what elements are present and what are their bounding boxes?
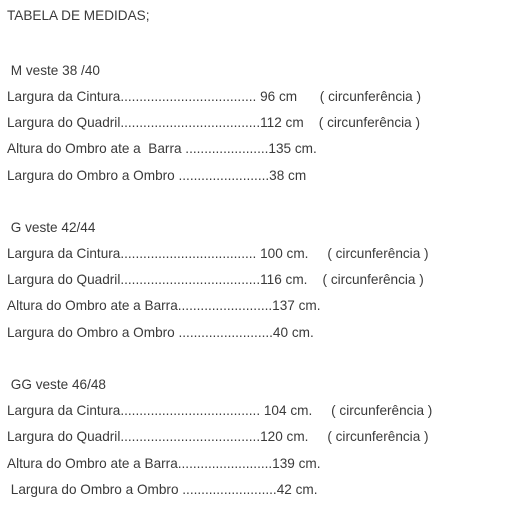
- measurement-row: Largura do Quadril.....................................120 cm. ( circunferência ): [7, 429, 429, 444]
- measurement-row: Altura do Ombro ate a Barra.........................137 cm.: [7, 298, 321, 313]
- page-title: TABELA DE MEDIDAS;: [7, 8, 150, 23]
- measurement-row: Largura da Cintura.................................... 100 cm. ( circunferência ): [7, 246, 429, 261]
- measurement-row: Largura do Quadril.....................................116 cm. ( circunferência ): [7, 272, 424, 287]
- section-heading: G veste 42/44: [7, 220, 96, 235]
- measurement-row: Largura da Cintura..................................... 104 cm. ( circunferência ): [7, 403, 433, 418]
- measurement-row: Largura do Quadril.....................................112 cm ( circunferência ): [7, 115, 420, 130]
- measurement-row: Largura da Cintura.................................... 96 cm ( circunferência ): [7, 89, 421, 104]
- measurement-row: Largura do Ombro a Ombro .........................42 cm.: [7, 482, 318, 497]
- measurement-row: Largura do Ombro a Ombro ........................38 cm: [7, 168, 307, 183]
- section-heading: M veste 38 /40: [7, 63, 100, 78]
- measurement-row: Altura do Ombro ate a Barra.........................139 cm.: [7, 456, 321, 471]
- measurement-row: Altura do Ombro ate a Barra ......................135 cm.: [7, 141, 317, 156]
- section-heading: GG veste 46/48: [7, 377, 106, 392]
- measurement-row: Largura do Ombro a Ombro .........................40 cm.: [7, 325, 314, 340]
